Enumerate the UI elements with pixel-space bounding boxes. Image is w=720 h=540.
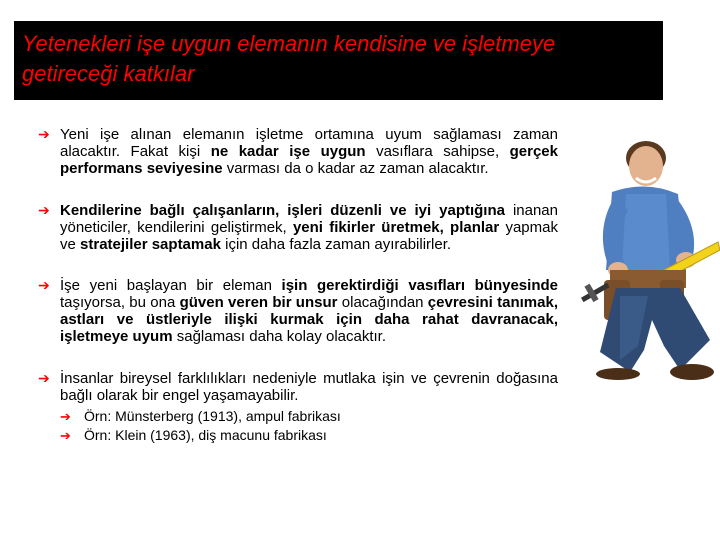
worker-photo-icon <box>560 120 720 380</box>
arrow-right-icon: ➔ <box>38 370 50 386</box>
text-run: yapmak ve <box>60 219 558 253</box>
text-run: sağlaması daha kolay olacaktır. <box>172 328 387 345</box>
bold-run: işin gerektirdiği vasıfları bünyesinde <box>281 277 558 294</box>
text-run: için daha fazla zaman ayırabilirler. <box>220 236 452 253</box>
bold-run: stratejiler saptamak <box>80 236 221 253</box>
bullet-item-1 <box>38 126 558 177</box>
bullet-item-2 <box>38 202 558 253</box>
arrow-right-icon: ➔ <box>38 277 50 293</box>
bullet-text-2 <box>60 202 558 253</box>
text-run: inanan yöneticiler, kendilerini geliştirmek, <box>60 202 558 236</box>
arrow-right-icon: ➔ <box>38 126 50 142</box>
bold-run: ne kadar işe uygun <box>210 143 366 160</box>
text-run: taşıyorsa, bu ona <box>60 294 180 311</box>
bold-run: Kendilerine bağlı çalışanların, işleri düzenli ve iyi yaptığına <box>60 202 505 219</box>
bullet-item-4 <box>38 370 558 404</box>
bullet-text-4: İnsanlar bireysel farklılıkları nedeniyle mutlaka işin ve çevrenin doğasına bağlı olarak bir engel yaşamayabilir. <box>60 370 558 404</box>
bold-run: yeni fikirler üretmek, planlar <box>292 219 500 236</box>
text-run: olacağından <box>337 294 428 311</box>
text-run: vasıflara sahipse, <box>365 143 510 160</box>
sub-bullet-item-2 <box>60 426 558 445</box>
bold-run: çevresini tanımak, astları ve üstleriyle ilişki kurmak için daha rahat davranacak, işletmeye uyum <box>60 294 558 345</box>
bold-run: güven veren bir unsur <box>179 294 338 311</box>
sub-bullet-text-1: Örn: Münsterberg (1913), ampul fabrikası <box>84 408 341 424</box>
text-run: İşe yeni başlayan bir eleman <box>60 277 282 294</box>
slide-title: Yetenekleri işe uygun elemanın kendisine ve işletmeye getireceği katkılar <box>22 31 556 86</box>
sub-bullet-item-1 <box>60 407 558 426</box>
text-run: varması da o kadar az zaman alacaktır. <box>222 160 489 177</box>
sub-bullet-text-2: Örn: Klein (1963), diş macunu fabrikası <box>84 427 327 443</box>
arrow-right-icon: ➔ <box>38 202 50 218</box>
arrow-right-icon: ➔ <box>60 409 71 424</box>
bullet-item-3 <box>38 277 558 345</box>
text-run: Yeni işe alınan elemanın işletme ortamına uyum sağlaması zaman alacaktır. Fakat kişi <box>60 126 558 160</box>
bold-run: gerçek performans seviyesine <box>60 143 558 177</box>
bullet-text-3 <box>60 277 558 345</box>
bullet-text-1 <box>60 126 558 177</box>
bullet-list <box>38 126 558 445</box>
sub-bullet-list <box>60 407 558 445</box>
arrow-right-icon: ➔ <box>60 428 71 443</box>
